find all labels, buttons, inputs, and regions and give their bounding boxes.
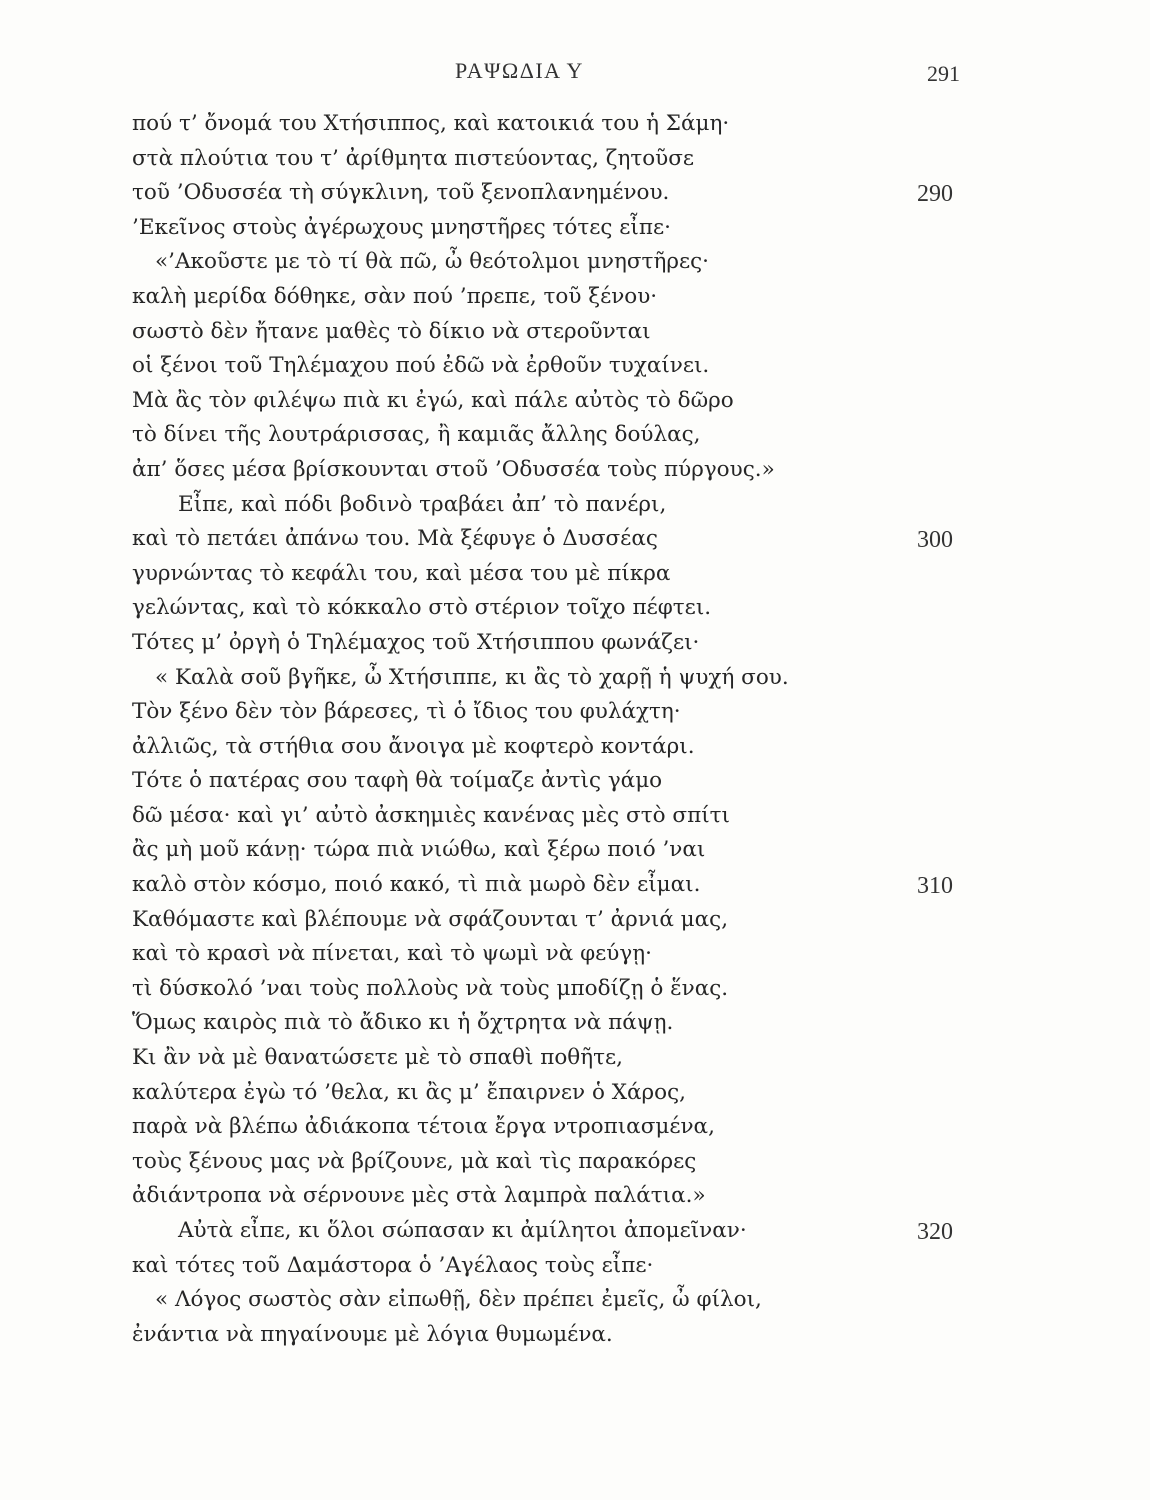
verse-line bbox=[0, 972, 1150, 1007]
verse-line bbox=[0, 522, 1150, 557]
verse-block bbox=[0, 107, 1150, 1352]
running-head bbox=[0, 58, 1150, 88]
verse-text: οἱ ξένοι τοῦ Τηλέμαχου πού ἐδῶ νὰ ἐρθοῦν τυχαίνει. bbox=[132, 353, 710, 379]
verse-line bbox=[0, 488, 1150, 523]
verse-text: ἐνάντια νὰ πηγαίνουμε μὲ λόγια θυμωμένα. bbox=[132, 1321, 613, 1347]
verse-text: δῶ μέσα· καὶ γι’ αὐτὸ ἀσκημιὲς κανένας μὲς στὸ σπίτι bbox=[132, 802, 730, 828]
verse-line bbox=[0, 1283, 1150, 1318]
verse-text: Ὅμως καιρὸς πιὰ τὸ ἄδικο κι ἡ ὄχτρητα νὰ πάψῃ. bbox=[132, 1010, 674, 1036]
verse-line bbox=[0, 626, 1150, 661]
verse-line bbox=[0, 1145, 1150, 1180]
verse-text: καλὴ μερίδα δόθηκε, σὰν πού ’πρεπε, τοῦ ξένου· bbox=[132, 283, 658, 309]
verse-text: γελώντας, καὶ τὸ κόκκαλο στὸ στέριον τοῖχο πέφτει. bbox=[132, 595, 712, 621]
verse-line bbox=[0, 1318, 1150, 1353]
verse-text: ’Εκεῖνος στοὺς ἀγέρωχους μνηστῆρες τότες εἶπε· bbox=[132, 214, 671, 240]
verse-text: τὶ δύσκολό ’ναι τοὺς πολλοὺς νὰ τοὺς μποδίζῃ ὁ ἕνας. bbox=[132, 975, 729, 1001]
verse-line bbox=[0, 1076, 1150, 1111]
verse-text: Τὸν ξένο δὲν τὸν βάρεσες, τὶ ὁ ἴδιος του φυλάχτη· bbox=[132, 699, 681, 725]
verse-text: τοὺς ξένους μας νὰ βρίζουνε, μὰ καὶ τὶς παρακόρες bbox=[132, 1148, 697, 1174]
verse-text: πού τ’ ὄνομά του Χτήσιππος, καὶ κατοικιά του ἡ Σάμη· bbox=[132, 111, 730, 136]
verse-line bbox=[0, 764, 1150, 799]
verse-line bbox=[0, 1041, 1150, 1076]
verse-line bbox=[0, 1006, 1150, 1041]
verse-text: τὸ δίνει τῆς λουτράρισσας, ἢ καμιᾶς ἄλλης δούλας, bbox=[132, 422, 701, 448]
verse-line bbox=[0, 315, 1150, 350]
verse-text: καὶ τὸ κρασὶ νὰ πίνεται, καὶ τὸ ψωμὶ νὰ φεύγῃ· bbox=[132, 941, 652, 967]
verse-text: καὶ τὸ πετάει ἀπάνω του. Μὰ ξέφυγε ὁ Δυσσέας bbox=[132, 526, 658, 552]
verse-text: « Λόγος σωστὸς σὰν εἰπωθῇ, δὲν πρέπει ἐμεῖς, ὦ φίλοι, bbox=[155, 1287, 762, 1313]
verse-text: Αὐτὰ εἶπε, κι ὅλοι σώπασαν κι ἀμίλητοι ἀπομεῖναν· bbox=[178, 1218, 747, 1243]
verse-text: καλύτερα ἐγὼ τό ’θελα, κι ἂς μ’ ἔπαιρνεν ὁ Χάρος, bbox=[132, 1079, 687, 1105]
verse-text: τοῦ ’Οδυσσέα τὴ σύγκλινη, τοῦ ξενοπλανημένου. bbox=[132, 180, 670, 206]
verse-text: ἂς μὴ μοῦ κάνῃ· τώρα πιὰ νιώθω, καὶ ξέρω ποιό ’ναι bbox=[132, 837, 706, 863]
verse-line bbox=[0, 384, 1150, 419]
verse-line bbox=[0, 591, 1150, 626]
verse-line bbox=[0, 730, 1150, 765]
verse-text: «’Ακοῦστε με τὸ τί θὰ πῶ, ὦ θεότολμοι μνηστῆρες· bbox=[155, 249, 709, 275]
running-title: ΡΑΨΩΔΙΑ Υ bbox=[455, 58, 584, 83]
verse-line bbox=[0, 799, 1150, 834]
line-number: 300 bbox=[917, 527, 953, 554]
verse-text: « Καλὰ σοῦ βγῆκε, ὦ Χτήσιππε, κι ἂς τὸ χαρῇ ἡ ψυχή σου. bbox=[155, 664, 789, 690]
verse-line bbox=[0, 833, 1150, 868]
line-number: 320 bbox=[917, 1219, 953, 1245]
verse-line bbox=[0, 280, 1150, 315]
verse-line bbox=[0, 903, 1150, 938]
page-number: 291 bbox=[927, 61, 960, 86]
line-number: 290 bbox=[917, 181, 953, 208]
verse-text: Κι ἂν νὰ μὲ θανατώσετε μὲ τὸ σπαθὶ ποθῆτε, bbox=[132, 1045, 623, 1071]
verse-line bbox=[0, 211, 1150, 246]
verse-text: ἀπ’ ὅσες μέσα βρίσκουνται στοῦ ’Οδυσσέα τοὺς πύργους.» bbox=[132, 456, 775, 482]
verse-line bbox=[0, 142, 1150, 177]
verse-text: Τότες μ’ ὀργὴ ὁ Τηλέμαχος τοῦ Χτήσιππου φωνάζει· bbox=[132, 629, 700, 655]
verse-text: Τότε ὁ πατέρας σου ταφὴ θὰ τοίμαζε ἀντὶς γάμο bbox=[132, 768, 663, 794]
verse-line bbox=[0, 1179, 1150, 1214]
verse-text: ἀδιάντροπα νὰ σέρνουνε μὲς στὰ λαμπρὰ παλάτια.» bbox=[132, 1183, 706, 1209]
verse-line bbox=[0, 661, 1150, 696]
verse-text: καλὸ στὸν κόσμο, ποιό κακό, τὶ πιὰ μωρὸ δὲν εἶμαι. bbox=[132, 872, 701, 898]
line-number: 310 bbox=[917, 873, 953, 900]
verse-text: παρὰ νὰ βλέπω ἀδιάκοπα τέτοια ἔργα ντροπιασμένα, bbox=[132, 1114, 715, 1140]
verse-line bbox=[0, 349, 1150, 384]
verse-line bbox=[0, 557, 1150, 592]
verse-text: Καθόμαστε καὶ βλέπουμε νὰ σφάζουνται τ’ ἀρνιά μας, bbox=[132, 906, 729, 932]
verse-text: γυρνώντας τὸ κεφάλι του, καὶ μέσα του μὲ πίκρα bbox=[132, 560, 671, 586]
verse-line bbox=[0, 695, 1150, 730]
verse-line bbox=[0, 937, 1150, 972]
verse-text: στὰ πλούτια του τ’ ἀρίθμητα πιστεύοντας, ζητοῦσε bbox=[132, 145, 695, 171]
verse-line bbox=[0, 1214, 1150, 1249]
verse-text: σωστὸ δὲν ἤτανε μαθὲς τὸ δίκιο νὰ στεροῦνται bbox=[132, 318, 651, 344]
verse-line bbox=[0, 1249, 1150, 1284]
verse-text: καὶ τότες τοῦ Δαμάστορα ὁ ’Αγέλαος τοὺς εἶπε· bbox=[132, 1252, 654, 1278]
verse-line bbox=[0, 453, 1150, 488]
verse-line bbox=[0, 418, 1150, 453]
verse-text: Εἶπε, καὶ πόδι βοδινὸ τραβάει ἀπ’ τὸ πανέρι, bbox=[178, 491, 667, 517]
verse-line bbox=[0, 1110, 1150, 1145]
verse-line bbox=[0, 176, 1150, 211]
verse-line bbox=[0, 868, 1150, 903]
verse-line bbox=[0, 107, 1150, 142]
verse-text: ἀλλιῶς, τὰ στήθια σου ἄνοιγα μὲ κοφτερὸ κοντάρι. bbox=[132, 733, 695, 759]
verse-line bbox=[0, 245, 1150, 280]
verse-text: Μὰ ἂς τὸν φιλέψω πιὰ κι ἐγώ, καὶ πάλε αὐτὸς τὸ δῶρο bbox=[132, 387, 734, 413]
